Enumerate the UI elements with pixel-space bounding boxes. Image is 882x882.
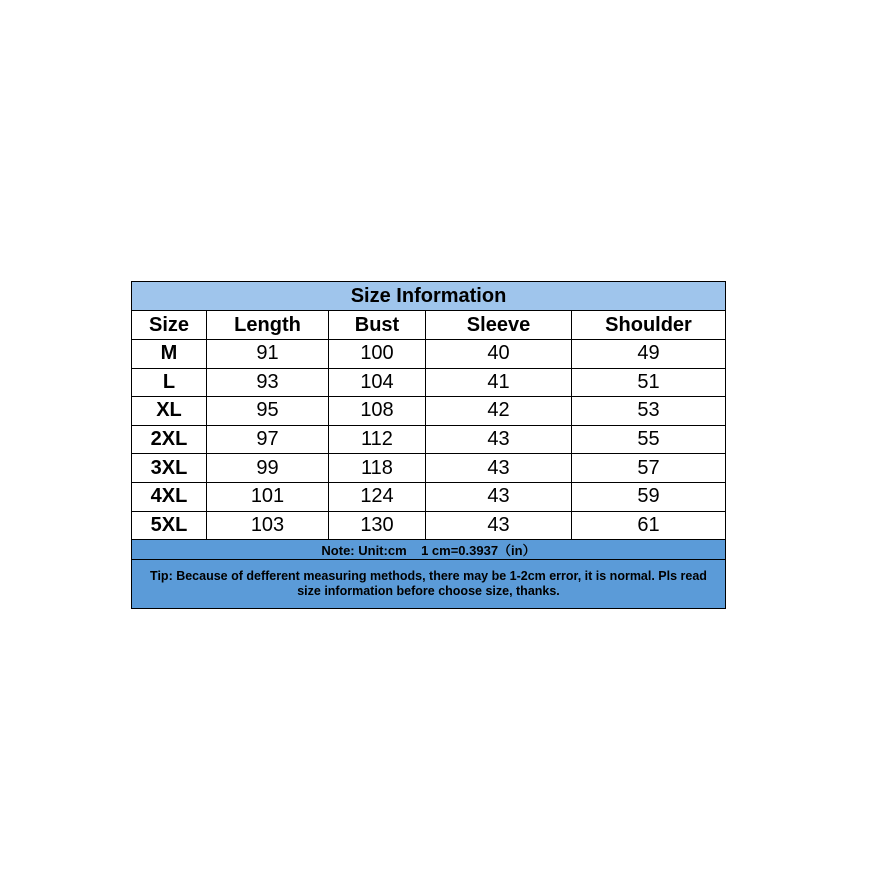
sleeve-cell: 42: [426, 397, 572, 426]
size-cell: 4XL: [132, 482, 207, 511]
length-cell: 95: [207, 397, 329, 426]
column-header-sleeve: Sleeve: [426, 311, 572, 340]
shoulder-cell: 55: [572, 425, 726, 454]
length-cell: 99: [207, 454, 329, 483]
sleeve-cell: 43: [426, 425, 572, 454]
length-cell: 101: [207, 482, 329, 511]
size-cell: 2XL: [132, 425, 207, 454]
shoulder-cell: 51: [572, 368, 726, 397]
shoulder-cell: 57: [572, 454, 726, 483]
sleeve-cell: 41: [426, 368, 572, 397]
bust-cell: 118: [329, 454, 426, 483]
sleeve-cell: 43: [426, 482, 572, 511]
bust-cell: 112: [329, 425, 426, 454]
table-title: Size Information: [132, 282, 726, 311]
header-row: [132, 311, 726, 340]
length-cell: 103: [207, 511, 329, 540]
shoulder-cell: 49: [572, 340, 726, 369]
unit-note: Note: Unit:cm 1 cm=0.3937（in）: [132, 540, 726, 560]
table-row: [132, 368, 726, 397]
sleeve-cell: 43: [426, 511, 572, 540]
sleeve-cell: 43: [426, 454, 572, 483]
table-row: [132, 397, 726, 426]
tip-row: [132, 560, 726, 609]
length-cell: 91: [207, 340, 329, 369]
size-cell: 5XL: [132, 511, 207, 540]
table-row: [132, 511, 726, 540]
shoulder-cell: 59: [572, 482, 726, 511]
shoulder-cell: 61: [572, 511, 726, 540]
size-cell: XL: [132, 397, 207, 426]
length-cell: 97: [207, 425, 329, 454]
bust-cell: 108: [329, 397, 426, 426]
table-row: [132, 482, 726, 511]
sleeve-cell: 40: [426, 340, 572, 369]
size-information-table: [131, 281, 726, 609]
bust-cell: 104: [329, 368, 426, 397]
column-header-length: Length: [207, 311, 329, 340]
measurement-tip: Tip: Because of defferent measuring methods, there may be 1-2cm error, it is normal. Pls read size information before choose size, thanks.: [132, 560, 726, 609]
column-header-shoulder: Shoulder: [572, 311, 726, 340]
bust-cell: 130: [329, 511, 426, 540]
table-row: [132, 340, 726, 369]
size-cell: 3XL: [132, 454, 207, 483]
bust-cell: 100: [329, 340, 426, 369]
note-row: [132, 540, 726, 560]
length-cell: 93: [207, 368, 329, 397]
table-row: [132, 425, 726, 454]
size-cell: L: [132, 368, 207, 397]
title-row: [132, 282, 726, 311]
shoulder-cell: 53: [572, 397, 726, 426]
bust-cell: 124: [329, 482, 426, 511]
column-header-bust: Bust: [329, 311, 426, 340]
column-header-size: Size: [132, 311, 207, 340]
size-cell: M: [132, 340, 207, 369]
table-row: [132, 454, 726, 483]
